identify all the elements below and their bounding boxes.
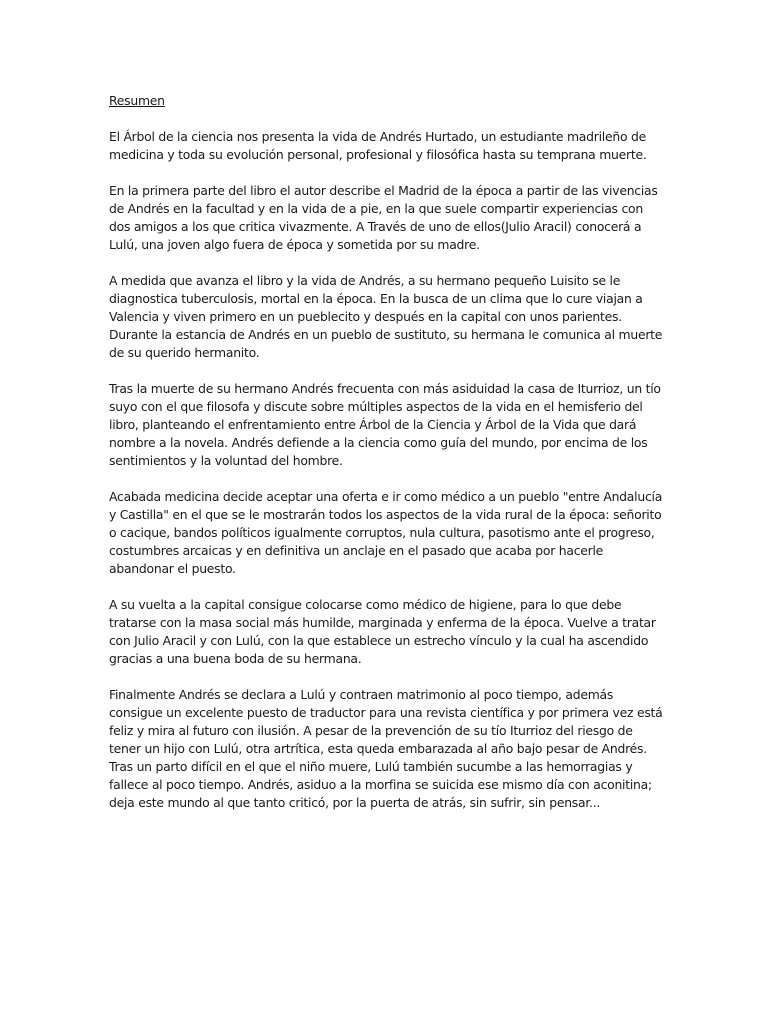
paragraph-4: Tras la muerte de su hermano Andrés frecuenta con más asiduidad la casa de Iturrioz, un tío suyo con el que filosofa y discute sobre múltiples aspectos de la vida en el hemisferio del libro, planteando el enfrentamiento entre Árbol de la Ciencia y Árbol de la Vida que dará nombre a la novela. Andrés defiende a la ciencia como guía del mundo, por encima de los sentimientos y la voluntad del hombre. <box>109 381 661 468</box>
paragraph-6: A su vuelta a la capital consigue colocarse como médico de higiene, para lo que debe tratarse con la masa social más humilde, marginada y enferma de la época. Vuelve a tratar con Julio Aracil y con Lulú, con la que establece un estrecho vínculo y la cual ha ascendido gracias a una buena boda de su hermana. <box>109 597 656 666</box>
document-heading: Resumen <box>109 93 165 108</box>
paragraph-7: Finalmente Andrés se declara a Lulú y contraen matrimonio al poco tiempo, además consigue un excelente puesto de traductor para una revista científica y por primera vez está feliz y mira al futuro con ilusión. A pesar de la prevención de su tío Iturrioz del riesgo de tener un hijo con Lulú, otra artrítica, esta queda embarazada al año bajo pesar de Andrés. Tras un parto difícil en el que el niño muere, Lulú también sucumbe a las hemorragias y fallece al poco tiempo. Andrés, asiduo a la morfina se suicida ese mismo día con aconitina; deja este mundo al que tanto criticó, por la puerta de atrás, sin sufrir, sin pensar... <box>109 687 663 810</box>
paragraph-2: En la primera parte del libro el autor describe el Madrid de la época a partir de las vivencias de Andrés en la facultad y en la vida de a pie, en la que suele compartir experiencias con dos amigos a los que critica vivazmente. A Través de uno de ellos(Julio Aracil) conocerá a Lulú, una joven algo fuera de época y sometida por su madre. <box>109 183 658 252</box>
paragraph-3: A medida que avanza el libro y la vida de Andrés, a su hermano pequeño Luisito se le diagnostica tuberculosis, mortal en la época. En la busca de un clima que lo cure viajan a Valencia y viven primero en un pueblecito y después en la capital con unos parientes. Durante la estancia de Andrés en un pueblo de sustituto, su hermana le comunica al muerte de su querido hermanito. <box>109 273 663 360</box>
paragraph-5: Acabada medicina decide aceptar una oferta e ir como médico a un pueblo "entre Andalucía y Castilla" en el que se le mostrarán todos los aspectos de la vida rural de la época: señorito o cacique, bandos políticos igualmente corruptos, nula cultura, pasotismo ante el progreso, costumbres arcaicas y en definitiva un anclaje en el pasado que acaba por hacerle abandonar el puesto. <box>109 489 663 576</box>
paragraph-1: El Árbol de la ciencia nos presenta la vida de Andrés Hurtado, un estudiante madrileño de medicina y toda su evolución personal, profesional y filosófica hasta su temprana muerte. <box>109 129 647 162</box>
document-body <box>109 92 665 830</box>
